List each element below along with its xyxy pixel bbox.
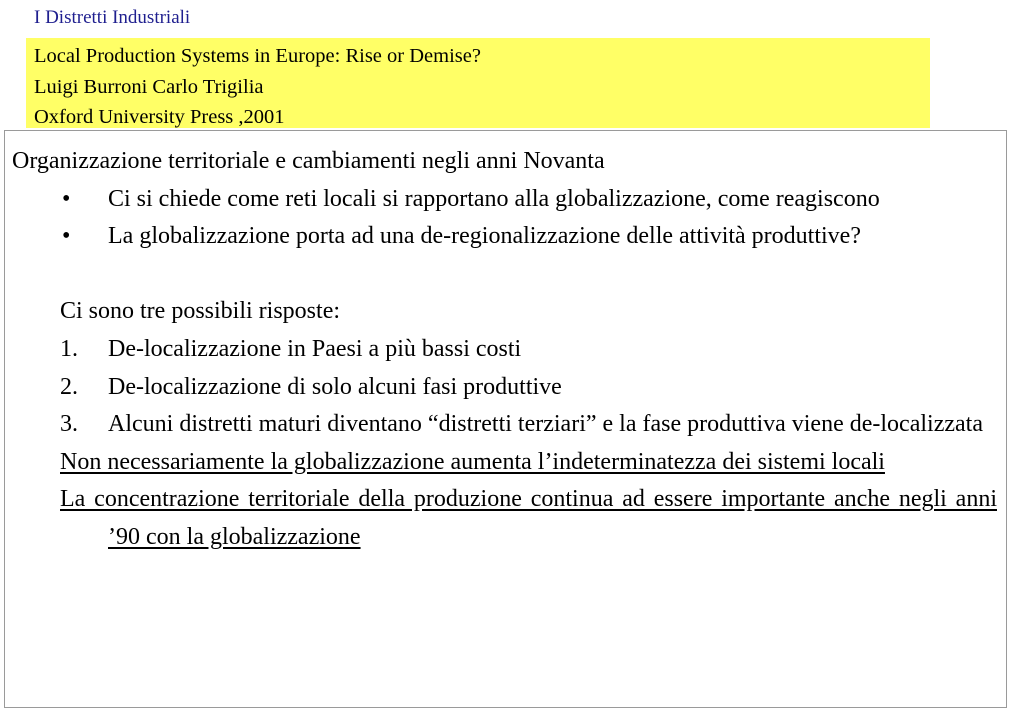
- conclusion-underlined-text: La concentrazione territoriale della produzione continua ad essere importante anche negli anni ’90 con la globalizzazione: [60, 486, 997, 550]
- conclusion-underlined-text: Non necessariamente la globalizzazione aumenta l’indeterminatezza dei sistemi locali: [60, 448, 885, 475]
- bullet-marker: •: [62, 185, 71, 212]
- content-box: [4, 130, 1007, 708]
- answer-number: 3.: [60, 411, 78, 438]
- bullet-item: [12, 218, 997, 256]
- answer-number: 1.: [60, 335, 78, 362]
- answers-intro: Ci sono tre possibili risposte:: [60, 298, 341, 325]
- answer-item: [12, 331, 997, 369]
- conclusion-text: [12, 481, 997, 556]
- citation-publisher: Oxford University Press ,2001: [34, 106, 285, 128]
- slide-title: I Distretti Industriali: [34, 7, 191, 28]
- conclusion-text: [12, 444, 997, 482]
- answer-item: [12, 369, 997, 407]
- bullet-text: La globalizzazione porta ad una de-regionalizzazione delle attività produttive?: [108, 223, 861, 250]
- citation-box: [26, 38, 930, 128]
- answer-item: [12, 406, 997, 444]
- content-heading: Organizzazione territoriale e cambiamenti negli anni Novanta: [12, 148, 605, 174]
- answer-number: 2.: [60, 373, 78, 400]
- bullet-item: [12, 181, 997, 219]
- answer-text: Alcuni distretti maturi diventano “distretti terziari” e la fase produttiva viene de-localizzata: [108, 411, 983, 438]
- blank-line: [12, 256, 997, 294]
- answer-text: De-localizzazione in Paesi a più bassi costi: [108, 335, 522, 362]
- bullet-text: Ci si chiede come reti locali si rapportano alla globalizzazione, come reagiscono: [108, 185, 880, 212]
- citation-authors: Luigi Burroni Carlo Trigilia: [34, 75, 264, 98]
- answer-text: De-localizzazione di solo alcuni fasi produttive: [108, 373, 562, 400]
- bullet-marker: •: [62, 223, 71, 250]
- citation-book-title: Local Production Systems in Europe: Rise or Demise?: [34, 45, 481, 67]
